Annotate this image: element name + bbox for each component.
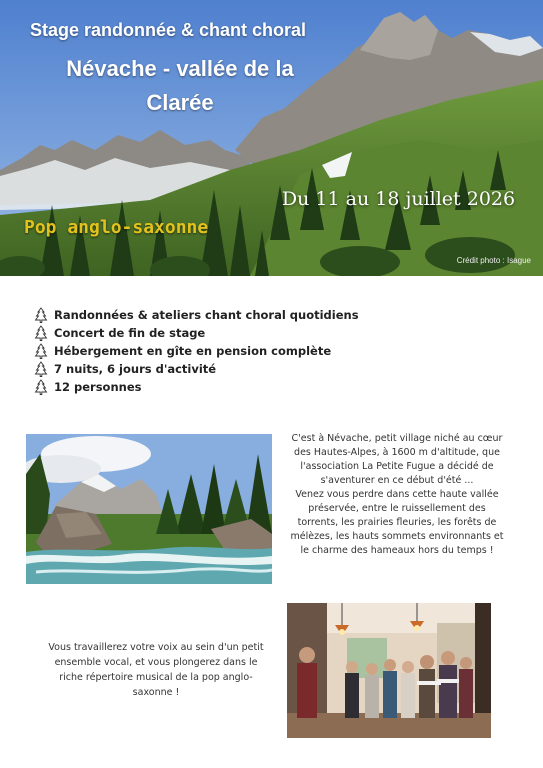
hero-title-line2: Névache - vallée de la bbox=[66, 56, 294, 81]
hero-dates: Du 11 au 18 juillet 2026 bbox=[281, 188, 516, 210]
intro-paragraph bbox=[288, 432, 506, 558]
list-item bbox=[34, 378, 359, 396]
tree-icon bbox=[34, 361, 48, 377]
hero-genre: Pop anglo-saxonne bbox=[24, 217, 209, 238]
photo-credit: Crédit photo : Isague bbox=[456, 256, 531, 265]
choir-rehearsal-image bbox=[287, 603, 491, 738]
hero-title-line3: Clarée bbox=[146, 90, 214, 115]
highlights-list bbox=[34, 306, 359, 396]
highlight-text: Hébergement en gîte en pension complète bbox=[54, 344, 332, 358]
tree-icon bbox=[34, 379, 48, 395]
intro-text-part1: C'est à Névache, petit village niché au cœur des Hautes-Alpes, à 1600 m d'altitude, que l'association La Petite Fugue a décidé de s'aventurer en ce début d'été ... bbox=[291, 433, 503, 486]
river-landscape-image bbox=[26, 434, 272, 584]
highlight-text: Randonnées & ateliers chant choral quotidiens bbox=[54, 308, 359, 322]
hero-title-location bbox=[30, 52, 330, 120]
highlight-text: 12 personnes bbox=[54, 380, 142, 394]
intro-text-part2: Venez vous perdre dans cette haute vallée préservée, entre le ruissellement des torrents, les prairies fleuries, les forêts de mélèzes, les hauts sommets environnants et le charme des hameaux hors du temps ! bbox=[290, 489, 504, 556]
tree-icon bbox=[34, 343, 48, 359]
choir-photo bbox=[287, 603, 491, 738]
highlight-text: 7 nuits, 6 jours d'activité bbox=[54, 362, 217, 376]
hero-title-line1: Stage randonnée & chant choral bbox=[29, 20, 307, 40]
river-photo bbox=[26, 434, 272, 584]
list-item bbox=[34, 324, 359, 342]
tree-icon bbox=[34, 307, 48, 323]
list-item bbox=[34, 342, 359, 360]
tree-icon bbox=[34, 325, 48, 341]
voice-paragraph: Vous travaillerez votre voix au sein d'un petit ensemble vocal, et vous plongerez dans le riche répertoire musical de la pop anglo-saxonne ! bbox=[48, 642, 264, 698]
list-item bbox=[34, 306, 359, 324]
hero-banner bbox=[0, 0, 543, 276]
list-item bbox=[34, 360, 359, 378]
highlight-text: Concert de fin de stage bbox=[54, 326, 206, 340]
